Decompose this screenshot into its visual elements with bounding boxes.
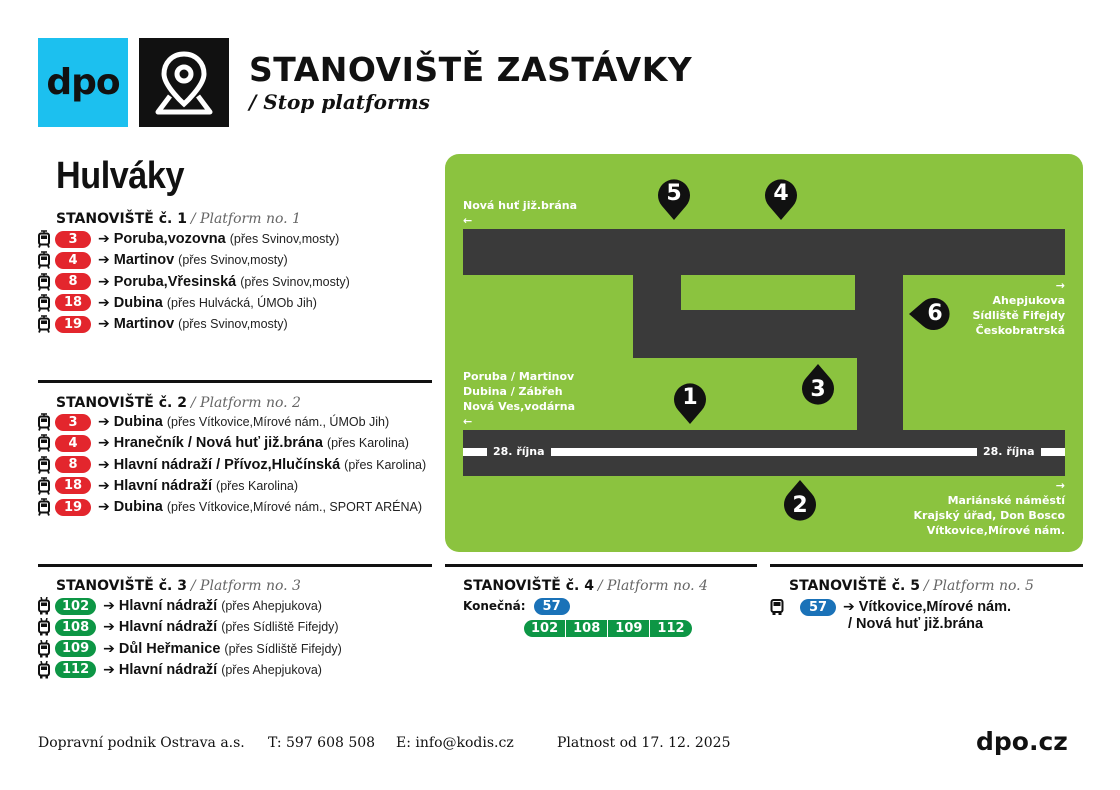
platform-2-heading <box>56 394 301 411</box>
arrow-right-icon: ➔ <box>98 435 110 452</box>
map-pin-icon <box>154 50 214 116</box>
line-row[interactable] <box>37 314 288 334</box>
line-row[interactable] <box>37 639 342 659</box>
line-row[interactable] <box>770 597 1011 617</box>
platform-4-heading <box>463 577 708 594</box>
platform-pin-4[interactable] <box>763 176 799 220</box>
platform-pin-1[interactable] <box>672 380 708 424</box>
direction-label-nova-hut <box>463 198 577 228</box>
line-row[interactable] <box>37 455 426 475</box>
platform-label-en: / Platform no. 2 <box>190 395 301 411</box>
platform-label-en: / Platform no. 3 <box>190 578 301 594</box>
pin-number: 1 <box>682 385 698 410</box>
line-destination: Dubina <box>113 294 163 311</box>
direction-label-poruba <box>463 369 575 429</box>
tram-icon <box>37 315 51 333</box>
line-badge[interactable]: 57 <box>800 599 836 616</box>
line-destination: Dubina <box>113 414 163 430</box>
pin-number: 5 <box>666 181 682 206</box>
tram-icon <box>37 413 51 431</box>
divider <box>770 564 1083 567</box>
line-via: (přes Svinov,mosty) <box>178 317 288 332</box>
map-island-edge <box>855 275 857 312</box>
line-badge[interactable]: 19 <box>55 316 91 333</box>
terminus-row-trolleybus <box>524 618 692 638</box>
map-island-edge <box>679 310 857 312</box>
dpo-logo-text: dpo <box>46 62 120 103</box>
platform-label-en: / Platform no. 5 <box>923 578 1034 594</box>
footer-email[interactable]: E: info@kodis.cz <box>396 735 514 751</box>
platform-label-en: / Platform no. 4 <box>597 578 708 594</box>
line-destination-2: / Nová huť již.brána <box>848 616 984 632</box>
map-island-edge <box>679 275 681 312</box>
line-badge-112[interactable]: 112 <box>650 620 691 637</box>
line-row[interactable] <box>37 229 339 249</box>
line-row[interactable] <box>37 293 317 313</box>
platform-label: STANOVIŠTĚ č. 5 <box>789 578 920 594</box>
arrow-left-icon: ← <box>463 415 473 428</box>
line-destination: Martinov <box>113 316 175 333</box>
line-via: (přes Ahepjukova) <box>221 599 322 613</box>
platform-pin-3[interactable] <box>800 362 836 406</box>
arrow-right-icon: ➔ <box>98 294 110 311</box>
arrow-right-icon: ➔ <box>843 599 855 615</box>
pin-number: 4 <box>773 181 789 206</box>
direction-text: Českobratrská <box>975 324 1065 337</box>
tram-icon <box>37 294 51 312</box>
line-via: (přes Vítkovice,Mírové nám., ÚMOb Jih) <box>166 415 390 429</box>
divider <box>445 564 757 567</box>
tram-icon <box>37 498 51 516</box>
line-badge-109[interactable]: 109 <box>608 620 649 637</box>
direction-text: Dubina / Zábřeh <box>463 385 563 398</box>
line-badge[interactable]: 112 <box>55 661 96 678</box>
direction-text: Vítkovice,Mírové nám. <box>926 524 1065 537</box>
footer-phone: T: 597 608 508 <box>268 735 376 751</box>
line-via: (přes Karolina) <box>326 436 409 451</box>
map-pin-logo <box>139 38 229 127</box>
footer-validity: Platnost od 17. 12. 2025 <box>557 735 731 751</box>
line-row[interactable] <box>37 250 288 270</box>
direction-text: Ahepjukova <box>992 294 1065 307</box>
pin-number: 2 <box>792 493 808 518</box>
line-destination: Martinov <box>113 252 175 269</box>
tram-icon <box>37 477 51 495</box>
line-badge[interactable]: 18 <box>55 294 91 311</box>
line-badge[interactable]: 18 <box>55 477 91 494</box>
platform-label: STANOVIŠTĚ č. 1 <box>56 211 187 227</box>
direction-text: Krajský úřad, Don Bosco <box>913 509 1065 522</box>
footer-website[interactable]: dpo.cz <box>976 727 1068 756</box>
line-badge-57[interactable]: 57 <box>534 598 570 615</box>
line-row[interactable] <box>37 596 322 616</box>
tram-icon <box>37 456 51 474</box>
terminus-row <box>463 596 570 616</box>
direction-label-marianske <box>914 478 1065 538</box>
line-badge[interactable]: 19 <box>55 499 91 516</box>
stop-name: Hulváky <box>56 155 185 197</box>
line-via: (přes Sídliště Fifejdy) <box>224 641 342 656</box>
line-destination: Hranečník / Nová huť již.brána <box>113 435 323 452</box>
line-badge-108[interactable]: 108 <box>566 620 607 637</box>
line-destination: Hlavní nádraží <box>118 598 218 614</box>
arrow-right-icon: ➔ <box>98 316 110 333</box>
line-destination: Hlavní nádraží <box>118 619 218 636</box>
platform-label: STANOVIŠTĚ č. 4 <box>463 578 594 594</box>
arrow-right-icon: ➔ <box>98 231 110 247</box>
arrow-right-icon: ➔ <box>103 598 115 614</box>
arrow-right-icon: → <box>1055 479 1065 492</box>
platform-pin-5[interactable] <box>656 176 692 220</box>
map-island <box>681 275 855 310</box>
line-badge[interactable]: 109 <box>55 640 96 657</box>
line-badge[interactable]: 102 <box>55 598 96 615</box>
line-via: (přes Svinov,mosty) <box>240 274 350 289</box>
platform-label-en: / Platform no. 1 <box>190 211 301 227</box>
tram-icon <box>37 230 51 248</box>
arrow-right-icon: ➔ <box>98 477 110 494</box>
trolleybus-icon <box>37 618 51 636</box>
line-badge[interactable]: 8 <box>55 273 91 290</box>
line-badge[interactable]: 8 <box>55 456 91 473</box>
line-row[interactable] <box>37 412 389 432</box>
direction-text: Sídliště Fifejdy <box>972 309 1065 322</box>
arrow-right-icon: → <box>1055 279 1065 292</box>
trolleybus-icon <box>37 640 51 658</box>
line-badge[interactable]: 4 <box>55 435 91 452</box>
line-destination: Hlavní nádraží <box>118 661 218 678</box>
line-row[interactable] <box>37 497 422 517</box>
line-row[interactable] <box>37 476 298 496</box>
line-destination: Dubina <box>113 499 163 516</box>
terminus-label: Konečná: <box>463 599 526 613</box>
pin-number: 3 <box>810 377 826 402</box>
page-subtitle: / Stop platforms <box>249 90 430 114</box>
pin-number: 6 <box>927 301 943 326</box>
map-island-edge <box>681 273 857 275</box>
footer-company: Dopravní podnik Ostrava a.s. <box>38 735 245 751</box>
line-row[interactable] <box>37 660 322 680</box>
arrow-right-icon: ➔ <box>98 414 110 430</box>
platform-map <box>445 154 1083 552</box>
page-title: STANOVIŠTĚ ZASTÁVKY <box>249 50 693 89</box>
platform-3-heading <box>56 577 301 594</box>
arrow-left-icon: ← <box>463 214 473 227</box>
platform-label: STANOVIŠTĚ č. 3 <box>56 578 187 594</box>
divider <box>38 564 432 567</box>
line-destination: Poruba,Vřesinská <box>113 273 237 290</box>
line-destination: Vítkovice,Mírové nám. <box>858 599 1012 615</box>
line-row[interactable] <box>37 433 409 453</box>
line-row[interactable] <box>37 272 350 292</box>
line-via: (přes Vítkovice,Mírové nám., SPORT ARÉNA) <box>166 500 423 515</box>
line-row[interactable] <box>37 617 339 637</box>
platform-5-heading <box>789 577 1034 594</box>
street-name-left: 28. října <box>487 445 551 459</box>
arrow-right-icon: ➔ <box>98 456 110 473</box>
line-via: (přes Karolina) <box>216 478 299 493</box>
line-via: (přes Svinov,mosty) <box>229 232 340 246</box>
arrow-right-icon: ➔ <box>98 273 110 290</box>
line-badge[interactable]: 4 <box>55 252 91 269</box>
platform-1-heading <box>56 210 301 227</box>
trolleybus-icon <box>37 597 51 615</box>
line-destination: Hlavní nádraží <box>113 477 213 494</box>
arrow-right-icon: ➔ <box>103 661 115 678</box>
line-badge[interactable]: 3 <box>55 414 91 431</box>
direction-text: Mariánské náměstí <box>947 494 1065 507</box>
divider <box>38 380 432 383</box>
arrow-right-icon: ➔ <box>98 499 110 516</box>
direction-label-ahepjukova <box>972 278 1065 338</box>
arrow-right-icon: ➔ <box>98 252 110 269</box>
line-via: (přes Svinov,mosty) <box>178 253 288 268</box>
platform-pin-2[interactable] <box>782 478 818 522</box>
street-name-right: 28. října <box>977 445 1041 459</box>
line-badge[interactable]: 108 <box>55 619 96 636</box>
direction-text: Nová huť již.brána <box>463 199 578 212</box>
dpo-logo <box>38 38 128 127</box>
direction-text: Nová Ves,vodárna <box>463 400 575 413</box>
line-via: (přes Hulvácká, ÚMOb Jih) <box>166 295 317 310</box>
arrow-right-icon: ➔ <box>103 619 115 636</box>
line-via: (přes Ahepjukova) <box>221 662 322 677</box>
line-destination: Poruba,vozovna <box>113 231 226 247</box>
trolleybus-icon <box>37 661 51 679</box>
platform-label: STANOVIŠTĚ č. 2 <box>56 395 187 411</box>
tram-icon <box>37 434 51 452</box>
arrow-right-icon: ➔ <box>103 640 115 657</box>
line-destination: Hlavní nádraží / Přívoz,Hlučínská <box>113 456 341 473</box>
line-badge-102[interactable]: 102 <box>524 620 565 637</box>
tram-icon <box>37 273 51 291</box>
road-marking <box>463 448 1065 456</box>
line-via: (přes Karolina) <box>344 457 427 472</box>
line-badge[interactable]: 3 <box>55 231 91 248</box>
platform-pin-6[interactable] <box>907 296 953 332</box>
line-destination: Důl Heřmanice <box>118 640 221 657</box>
line-via: (přes Sídliště Fifejdy) <box>221 620 339 635</box>
tram-icon <box>37 251 51 269</box>
direction-text: Poruba / Martinov <box>463 370 575 383</box>
bus-icon <box>770 598 784 616</box>
